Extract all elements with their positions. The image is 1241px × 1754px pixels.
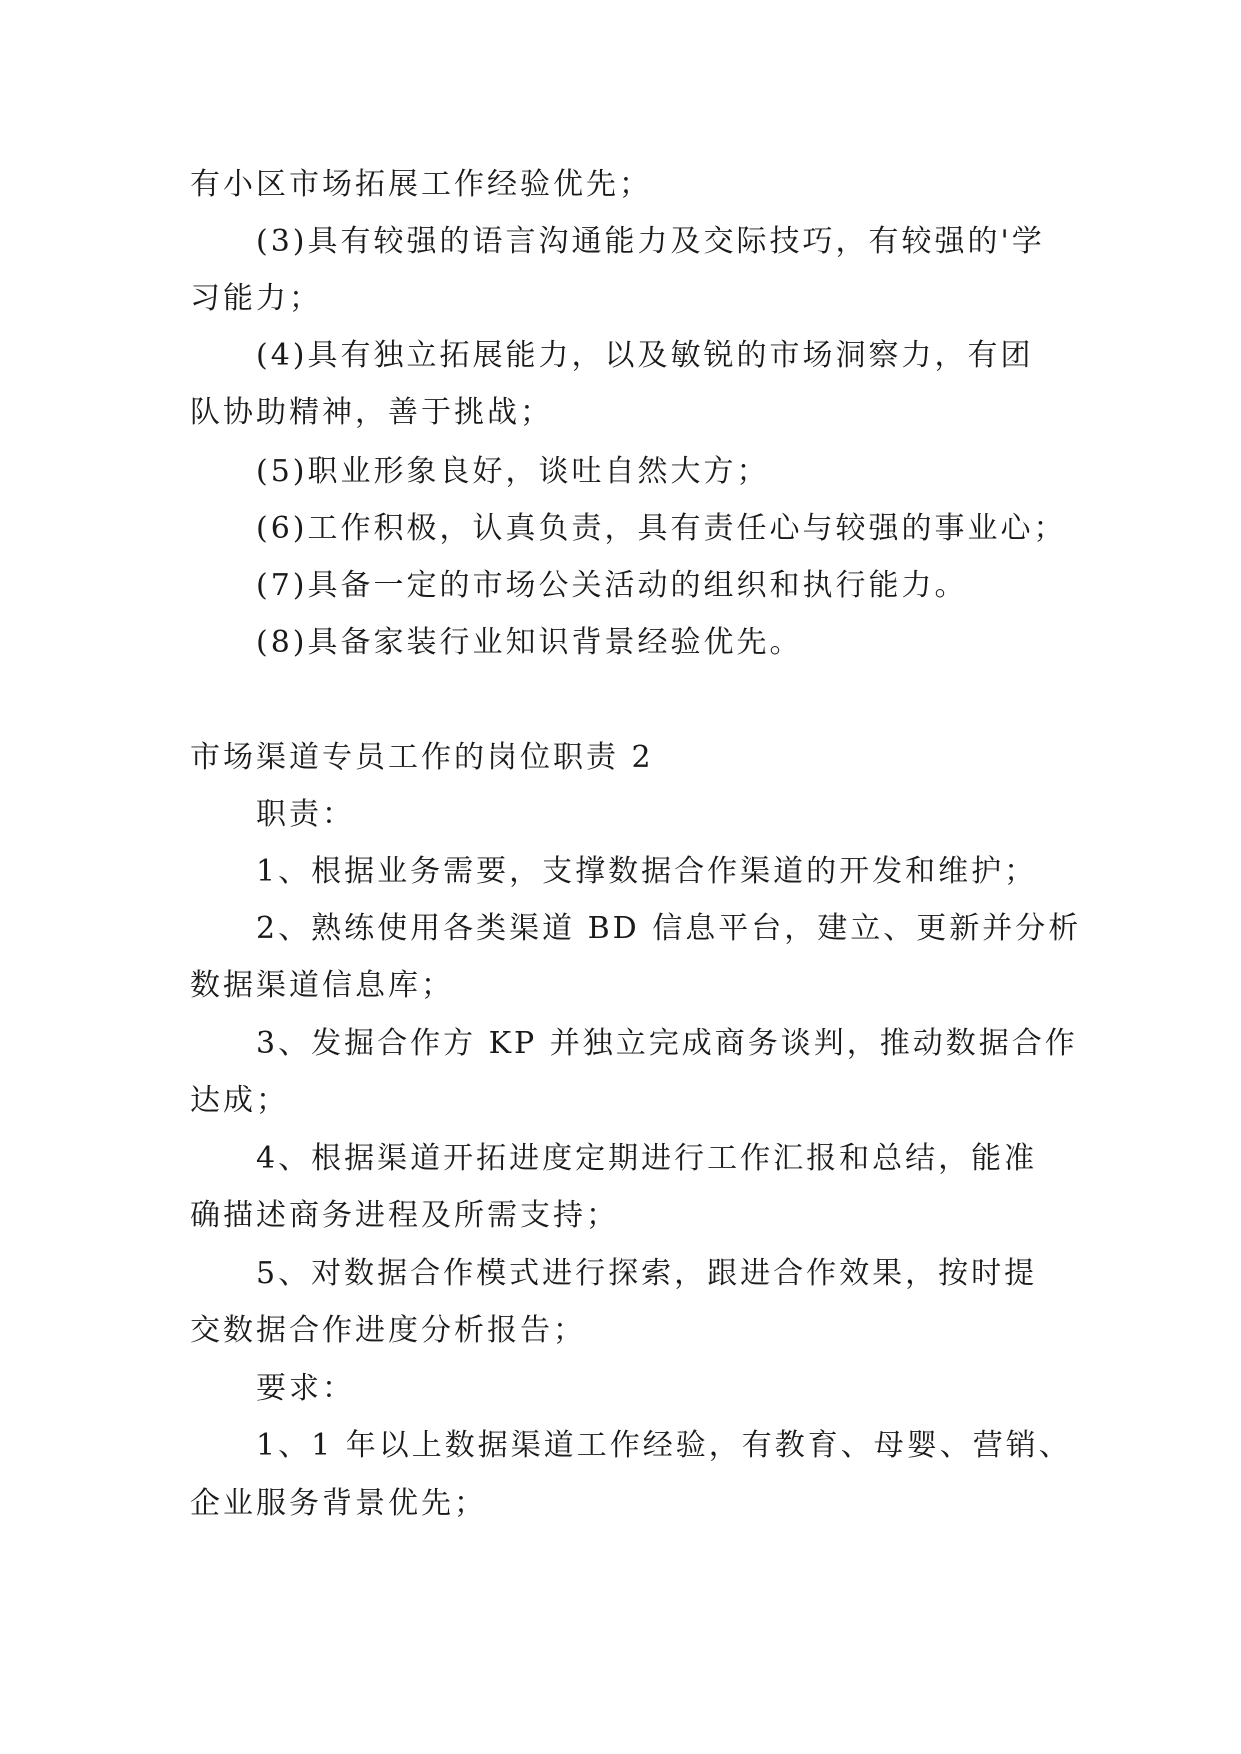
paragraph-line: (4)具有独立拓展能力，以及敏锐的市场洞察力，有团 xyxy=(256,338,1034,373)
paragraph-line: 1、根据业务需要，支撑数据合作渠道的开发和维护； xyxy=(256,854,1038,889)
paragraph-line: 数据渠道信息库； xyxy=(190,968,454,1003)
paragraph-line: 确描述商务进程及所需支持； xyxy=(190,1198,619,1233)
section-heading: 市场渠道专员工作的岗位职责 2 xyxy=(190,740,654,775)
paragraph-line: 1、1 年以上数据渠道工作经验，有教育、母婴、营销、 xyxy=(256,1428,1072,1463)
paragraph-line: 队协助精神，善于挑战； xyxy=(190,395,553,430)
paragraph-line: 4、根据渠道开拓进度定期进行工作汇报和总结，能准 xyxy=(256,1141,1038,1176)
paragraph-line: 企业服务背景优先； xyxy=(190,1486,487,1521)
paragraph-line: 3、发掘合作方 KP 并独立完成商务谈判，推动数据合作 xyxy=(256,1026,1078,1061)
paragraph-line: 5、对数据合作模式进行探索，跟进合作效果，按时提 xyxy=(256,1256,1038,1291)
paragraph-line: (3)具有较强的语言沟通能力及交际技巧，有较强的'学 xyxy=(256,224,1045,259)
paragraph-line: (8)具备家装行业知识背景经验优先。 xyxy=(256,625,803,660)
paragraph-line: 2、熟练使用各类渠道 BD 信息平台，建立、更新并分析 xyxy=(256,911,1082,946)
paragraph-line: 要求： xyxy=(256,1371,355,1406)
paragraph-line: (7)具备一定的市场公关活动的组织和执行能力。 xyxy=(256,568,968,603)
paragraph-line: 习能力； xyxy=(190,281,322,316)
paragraph-line: 达成； xyxy=(190,1083,289,1118)
paragraph-line: (5)职业形象良好，谈吐自然大方； xyxy=(256,454,770,489)
paragraph-line: 职责： xyxy=(256,797,355,832)
paragraph-line: (6)工作积极，认真负责，具有责任心与较强的事业心； xyxy=(256,511,1067,546)
paragraph-line: 有小区市场拓展工作经验优先； xyxy=(190,167,652,202)
paragraph-line: 交数据合作进度分析报告； xyxy=(190,1313,586,1348)
